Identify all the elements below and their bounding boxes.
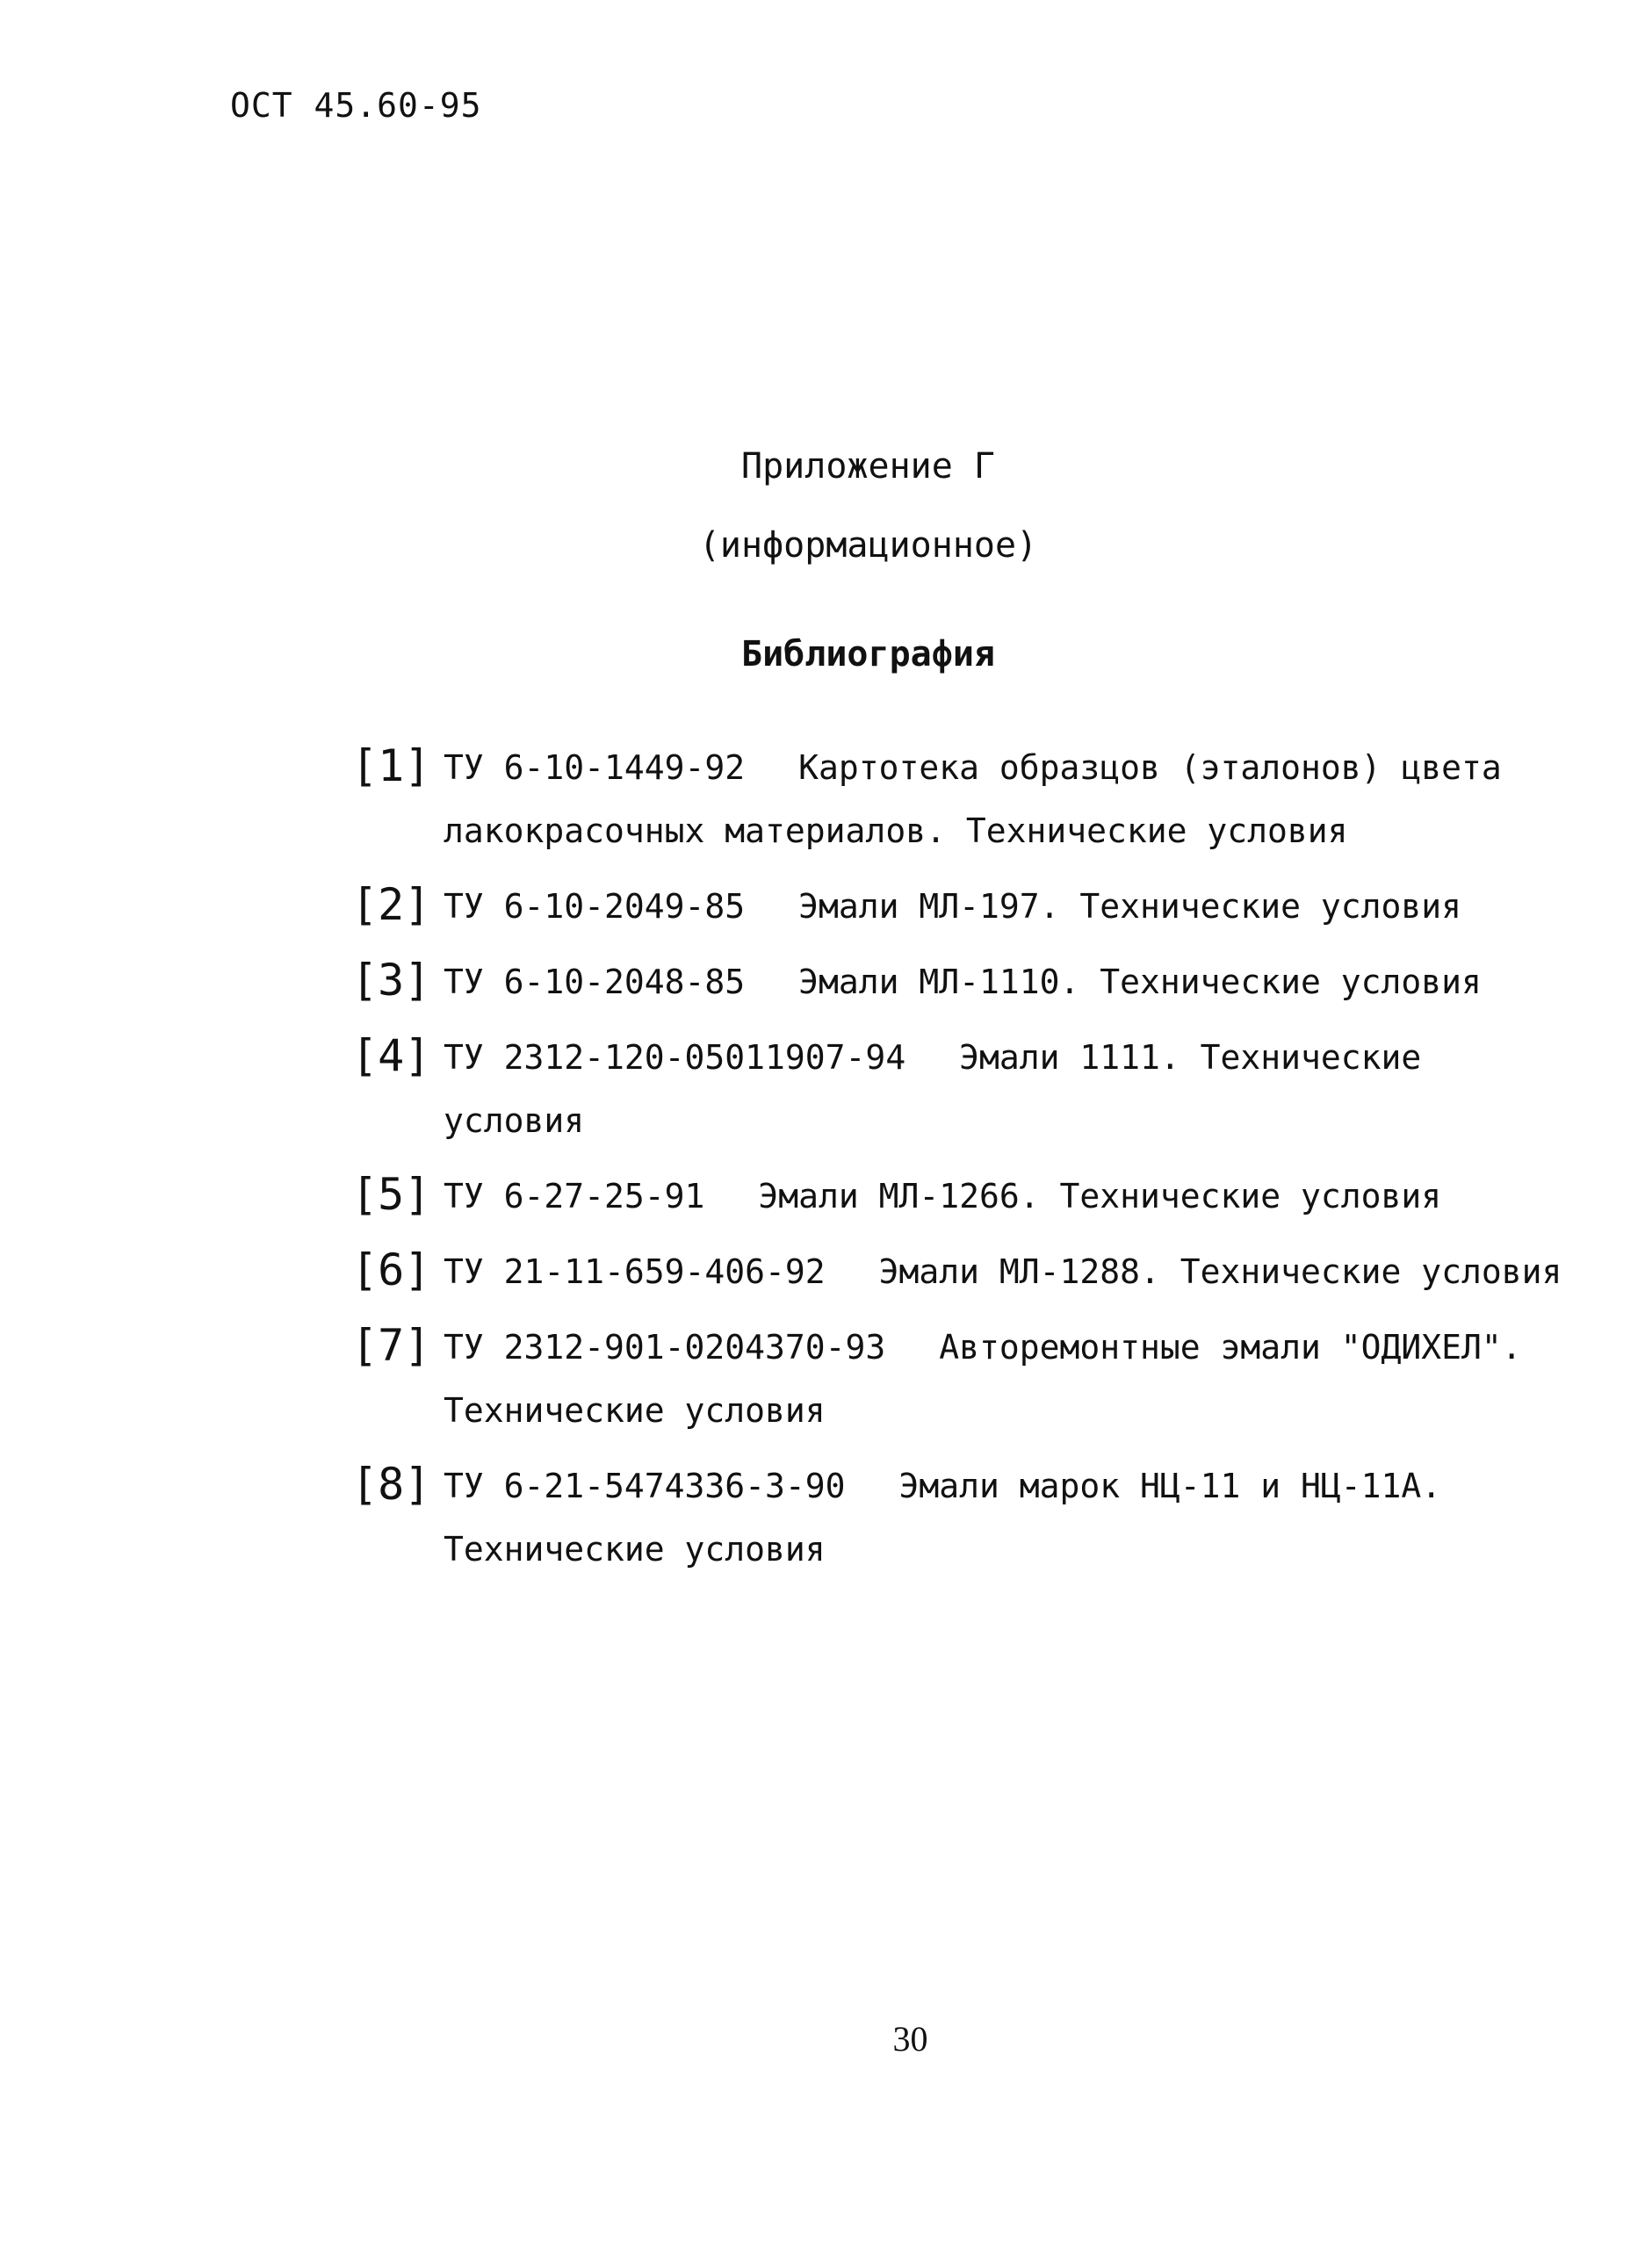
entry-text: Эмали МЛ-1288. Технические условия bbox=[878, 1252, 1562, 1291]
entry-text: Эмали МЛ-1266. Технические условия bbox=[758, 1177, 1442, 1215]
bibliography-entry bbox=[351, 950, 1581, 1013]
entry-code: ТУ 2312-120-05011907-94 bbox=[444, 1038, 906, 1077]
entry-code: ТУ 21-11-659-406-92 bbox=[444, 1252, 826, 1291]
entry-code: ТУ 6-27-25-91 bbox=[444, 1177, 705, 1215]
entry-body bbox=[444, 875, 1461, 938]
entry-text: Картотека образцов (эталонов) цвета лакокрасочных материалов. Технические условия bbox=[444, 748, 1502, 850]
entry-body bbox=[444, 1316, 1581, 1442]
entry-code: ТУ 2312-901-0204370-93 bbox=[444, 1328, 886, 1367]
entry-code: ТУ 6-10-2049-85 bbox=[444, 887, 746, 926]
entry-body bbox=[444, 1165, 1441, 1228]
entry-text: Эмали марок НЦ-11 и НЦ-11А. Технические условия bbox=[444, 1467, 1442, 1569]
bibliography-entry bbox=[351, 1026, 1581, 1152]
appendix-type: (информационное) bbox=[698, 525, 1038, 566]
entry-body bbox=[444, 1454, 1581, 1581]
entry-text: Эмали МЛ-197. Технические условия bbox=[798, 887, 1462, 926]
entry-text: Авторемонтные эмали "ОДИХЕЛ". Технические условия bbox=[444, 1328, 1522, 1430]
bibliography-entry bbox=[351, 1240, 1581, 1303]
entry-number: [2] bbox=[351, 879, 431, 930]
entry-number: [6] bbox=[351, 1244, 431, 1295]
entry-number: [5] bbox=[351, 1169, 431, 1220]
entry-body bbox=[444, 736, 1581, 862]
section-title: Библиография bbox=[741, 634, 995, 674]
entry-number: [7] bbox=[351, 1320, 431, 1371]
entry-body bbox=[444, 950, 1482, 1013]
entry-number: [3] bbox=[351, 955, 431, 1006]
page-number: 30 bbox=[892, 2019, 928, 2059]
entry-code: ТУ 6-10-2048-85 bbox=[444, 963, 746, 1001]
entry-code: ТУ 6-21-5474336-3-90 bbox=[444, 1467, 846, 1505]
bibliography-entry bbox=[351, 875, 1581, 938]
entry-body bbox=[444, 1240, 1562, 1303]
document-code: ОСТ 45.60-95 bbox=[230, 86, 482, 125]
bibliography-entry bbox=[351, 1454, 1581, 1581]
entry-body bbox=[444, 1026, 1581, 1152]
bibliography-entry bbox=[351, 736, 1581, 862]
bibliography-list bbox=[351, 736, 1581, 1593]
entry-code: ТУ 6-10-1449-92 bbox=[444, 748, 746, 787]
bibliography-entry bbox=[351, 1316, 1581, 1442]
entry-text: Эмали МЛ-1110. Технические условия bbox=[798, 963, 1482, 1001]
appendix-title: Приложение Г bbox=[741, 446, 995, 487]
bibliography-entry bbox=[351, 1165, 1581, 1228]
entry-number: [4] bbox=[351, 1030, 431, 1081]
entry-text: Эмали 1111. Технические условия bbox=[444, 1038, 1422, 1140]
entry-number: [8] bbox=[351, 1459, 431, 1510]
entry-number: [1] bbox=[351, 740, 431, 791]
